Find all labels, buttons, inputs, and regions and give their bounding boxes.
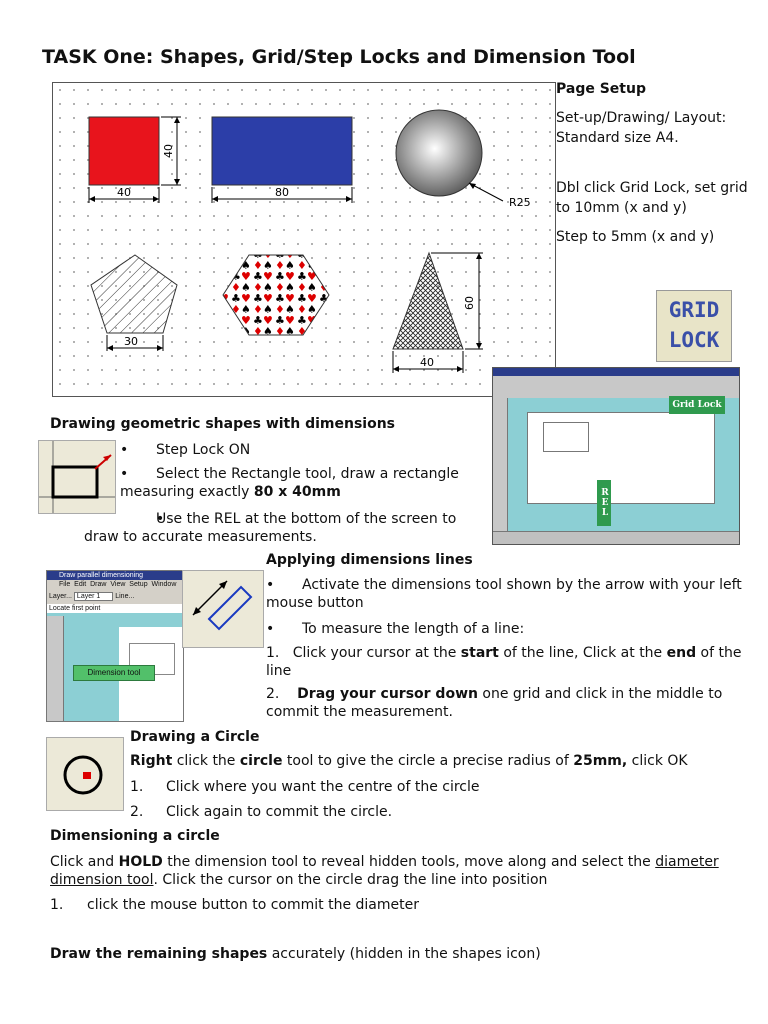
dimension-tool-icon[interactable] bbox=[182, 570, 264, 648]
shapes-drawing bbox=[53, 83, 555, 396]
dim-step-1-c: of the line, Click at the bbox=[498, 645, 667, 661]
screen2-layer-btn[interactable]: Layer... bbox=[49, 593, 72, 600]
dim-step-1-e: of the line bbox=[266, 645, 742, 679]
circle-heading: Drawing a Circle bbox=[130, 729, 260, 745]
grid-lock-icon[interactable] bbox=[656, 290, 732, 362]
circle-step-1: Click where you want the centre of the circle bbox=[166, 779, 480, 795]
dim-square-v-label: 40 bbox=[162, 144, 175, 158]
dim-circle-text-e: . Click the cursor on the circle drag the line into position bbox=[153, 872, 548, 888]
dim-circle-text-c: the dimension tool to reveal hidden tools, move along and select the bbox=[162, 854, 656, 870]
rel-callout: REL bbox=[597, 480, 611, 526]
screen2-toolbox bbox=[47, 616, 64, 721]
circle-text-f: click OK bbox=[627, 753, 688, 769]
circle-step-2-num: 2. bbox=[130, 804, 144, 820]
dim-circle-link: diameter dimension tool bbox=[50, 854, 719, 888]
dim-rect-label: 80 bbox=[275, 186, 289, 199]
dim-circle-text-a: Click and bbox=[50, 854, 119, 870]
screen2-line-btn[interactable]: Line... bbox=[115, 593, 135, 600]
drawing-bullet-2-bold: 80 x 40mm bbox=[253, 484, 341, 500]
drawing-bullet-3: Use the REL at the bottom of the screen to draw to accurate measurements. bbox=[84, 511, 457, 545]
dim-circle-text-b: HOLD bbox=[118, 854, 163, 870]
screenshot-grid-lock bbox=[492, 367, 740, 545]
circle-text-d: tool to give the circle a precise radius of bbox=[282, 753, 574, 769]
screen2-title: Draw parallel dimensioning bbox=[47, 571, 183, 580]
circle-step-2: Click again to commit the circle. bbox=[166, 804, 393, 820]
screen2-layer-field[interactable]: Layer 1 bbox=[74, 592, 113, 601]
grid-lock-callout: Grid Lock bbox=[669, 396, 725, 414]
blue-rectangle bbox=[212, 117, 352, 185]
circle-text-b: click the bbox=[172, 753, 240, 769]
dim-pentagon-label: 30 bbox=[124, 335, 138, 348]
dim-square-label: 40 bbox=[117, 186, 131, 199]
circle-tool-icon[interactable] bbox=[46, 737, 124, 811]
drawing-bullet-2: Select the Rectangle tool, draw a rectangle measuring exactly bbox=[120, 466, 459, 500]
dim-step-1-a: Click your cursor at the bbox=[292, 645, 461, 661]
drawing-bullet-1: Step Lock ON bbox=[156, 442, 251, 458]
screenshot-dimension-tool bbox=[46, 570, 184, 722]
dim-triangle-label: 40 bbox=[420, 356, 434, 369]
dim-circle-heading: Dimensioning a circle bbox=[50, 828, 220, 844]
dimensions-heading: Applying dimensions lines bbox=[266, 552, 473, 568]
circle-text-a: Right bbox=[130, 753, 173, 769]
dim-step-2-bold: Drag your cursor down bbox=[297, 686, 478, 702]
circle-text-c: circle bbox=[239, 753, 283, 769]
dimensions-bullet-2: To measure the length of a line: bbox=[302, 621, 525, 637]
dimension-tool-callout: Dimension tool bbox=[73, 665, 155, 681]
circle-text-e: 25mm, bbox=[573, 753, 628, 769]
page-setup-text-1: Set-up/Drawing/ Layout: Standard size A4. bbox=[556, 110, 727, 146]
dim-triangle-v-label: 60 bbox=[463, 296, 476, 310]
page-setup-text-2: Dbl click Grid Lock, set grid to 10mm (x and y) bbox=[556, 180, 748, 216]
dim-circle-step-1: click the mouse button to commit the diameter bbox=[87, 897, 419, 913]
dim-step-1-b: start bbox=[460, 645, 499, 661]
page-setup-text-3: Step to 5mm (x and y) bbox=[556, 229, 715, 245]
grid-lock-line2: LOCK bbox=[668, 328, 720, 352]
final-text-bold: Draw the remaining shapes bbox=[50, 946, 268, 962]
screen2-status: Locate first point bbox=[47, 604, 183, 613]
page-setup-heading: Page Setup bbox=[556, 81, 646, 97]
dim-circle-label: R25 bbox=[509, 196, 531, 209]
dim-step-1-num: 1. bbox=[266, 645, 280, 661]
dim-circle-step-1-num: 1. bbox=[50, 897, 64, 913]
screen2-menu: File Edit Draw View Setup Window bbox=[47, 580, 183, 590]
red-square bbox=[89, 117, 159, 185]
dim-step-1-d: end bbox=[666, 645, 697, 661]
final-text-rest: accurately (hidden in the shapes icon) bbox=[267, 946, 541, 962]
circle-step-1-num: 1. bbox=[130, 779, 144, 795]
page-title: TASK One: Shapes, Grid/Step Locks and Dimension Tool bbox=[42, 46, 636, 68]
dimensions-bullet-1: Activate the dimensions tool shown by the arrow with your left mouse button bbox=[266, 577, 742, 611]
drawing-heading: Drawing geometric shapes with dimensions bbox=[50, 416, 396, 432]
grid-lock-line1: GRID bbox=[668, 298, 720, 322]
rectangle-tool-icon[interactable] bbox=[38, 440, 116, 514]
dim-step-2-num: 2. bbox=[266, 686, 280, 702]
dim-step-2-rest: one grid and click in the middle to commit the measurement. bbox=[266, 686, 723, 720]
shapes-figure bbox=[52, 82, 556, 397]
